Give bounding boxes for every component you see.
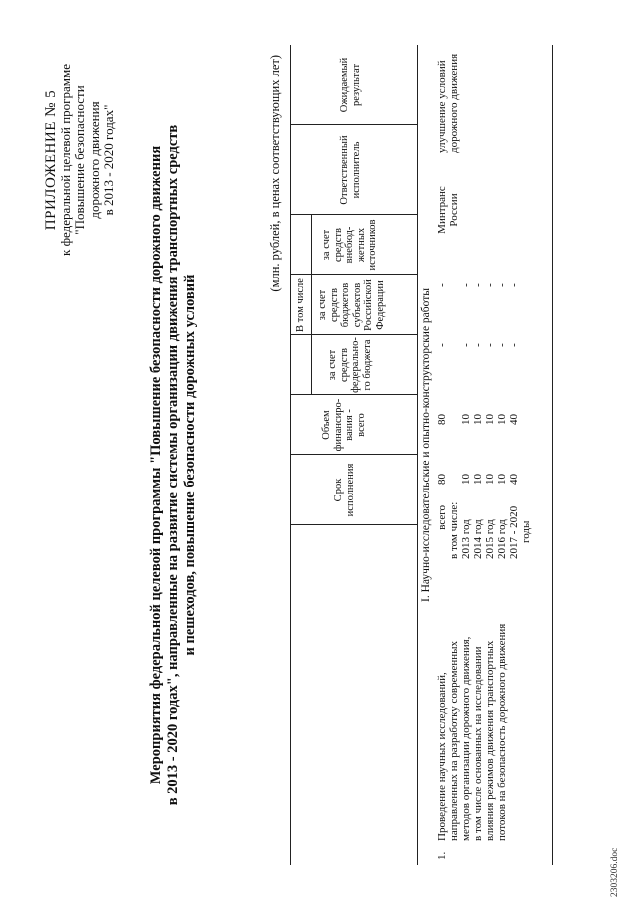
- appendix-number: ПРИЛОЖЕНИЕ № 5: [43, 89, 59, 231]
- federal-value: 40: [508, 414, 520, 425]
- column-divider: [291, 524, 417, 525]
- extrabudget-value: [448, 265, 460, 305]
- column-divider: [291, 274, 417, 275]
- appendix-line: к федеральной целевой программе: [57, 64, 73, 256]
- executor-line: Минтранс: [436, 186, 448, 234]
- description-line: потоков на безопасность дорожного движения: [496, 623, 508, 841]
- extrabudget-value: -: [496, 283, 508, 287]
- column-divider: [291, 454, 417, 455]
- appendix-block: [44, 35, 117, 285]
- period-item: 2017 - 2020: [508, 505, 520, 559]
- regional-value: [448, 325, 460, 365]
- total-value: 10: [484, 474, 496, 485]
- federal-value: 80: [436, 414, 448, 425]
- description-line: в том числе основанных на исследовании: [472, 646, 484, 841]
- period-item: 2016 год: [496, 519, 508, 559]
- period-item: всего: [436, 505, 448, 530]
- result-cell: [436, 43, 460, 153]
- extrabudget-column: [436, 265, 520, 305]
- column-divider: [291, 214, 417, 215]
- federal-value: 10: [484, 414, 496, 425]
- period-item: 2015 год: [484, 519, 496, 559]
- total-value: 10: [496, 474, 508, 485]
- total-value: 10: [460, 474, 472, 485]
- section-title: I. Научно-исследовательские и опытно-конструкторские работы: [420, 288, 432, 602]
- title-line: в 2013 - 2020 годах", направленные на развитие системы организации движения транспортных средств: [165, 124, 181, 806]
- federal-value: 10: [460, 414, 472, 425]
- header-executor: Ответственный исполнитель: [339, 135, 362, 205]
- title-line: Мероприятия федеральной целевой программы "Повышение безопасности дорожного движения: [148, 145, 164, 785]
- row-number: 1.: [436, 851, 448, 860]
- bottom-rule: [552, 45, 553, 865]
- appendix-line: "Повышение безопасности: [72, 85, 87, 235]
- description-line: Проведение научных исследований,: [436, 672, 448, 841]
- regional-value: -: [460, 343, 472, 347]
- header-volume: Объем финансиро- вания - всего: [321, 398, 367, 452]
- header-including: В том числе: [295, 278, 306, 332]
- description-line: влияния режимов движения транспортных: [484, 640, 496, 841]
- footer-filename: 2303206.doc: [610, 847, 620, 897]
- federal-value: 10: [472, 414, 484, 425]
- extrabudget-value: -: [460, 283, 472, 287]
- federal-column: [436, 385, 520, 425]
- total-value: 80: [436, 474, 448, 485]
- federal-value: 10: [496, 414, 508, 425]
- total-value: [448, 445, 460, 485]
- period-column: [436, 497, 532, 559]
- period-item: 2013 год: [460, 519, 472, 559]
- header-extrabudget: за счет средств внебюд- жетных источников: [321, 219, 378, 271]
- regional-value: -: [496, 343, 508, 347]
- period-item: 2014 год: [472, 519, 484, 559]
- description-line: направленных на разработку современных: [448, 640, 460, 841]
- extrabudget-value: -: [508, 283, 520, 287]
- subheader-divider: [311, 215, 312, 395]
- regional-value: -: [508, 343, 520, 347]
- header-result: Ожидаемый результат: [339, 57, 362, 113]
- column-divider: [291, 124, 417, 125]
- extrabudget-value: -: [484, 283, 496, 287]
- header-regional: за счет средств бюджетов субъектов Российской Федерации: [317, 279, 386, 331]
- total-value: 40: [508, 474, 520, 485]
- total-value: 10: [472, 474, 484, 485]
- document-title: [148, 115, 199, 815]
- result-line: улучшение условий: [436, 60, 448, 153]
- result-line: дорожного движения: [448, 53, 460, 153]
- title-line: и пешеходов, повышение безопасности дорожных условий: [182, 274, 198, 656]
- period-item: в том числе:: [448, 501, 460, 559]
- regional-value: -: [472, 343, 484, 347]
- regional-value: -: [484, 343, 496, 347]
- executor-cell: [436, 170, 460, 250]
- appendix-line: дорожного движения: [86, 101, 102, 219]
- header-term: Срок исполнения: [333, 463, 356, 517]
- total-column: [436, 445, 520, 485]
- extrabudget-value: -: [436, 283, 448, 287]
- executor-line: России: [448, 193, 460, 227]
- extrabudget-value: -: [472, 283, 484, 287]
- row-description: [436, 571, 508, 841]
- regional-value: -: [436, 343, 448, 347]
- units-note: (млн. рублей, в ценах соответствующих лет): [268, 55, 282, 292]
- description-line: методов организации дорожного движения,: [460, 636, 472, 841]
- header-federal: за счет средств федерально- го бюджета: [327, 337, 373, 393]
- column-divider: [291, 334, 417, 335]
- regional-column: [436, 325, 520, 365]
- appendix-line: в 2013 - 2020 годах": [101, 104, 116, 216]
- column-divider: [291, 394, 417, 395]
- period-item: годы: [520, 520, 532, 543]
- table-header: [290, 45, 418, 865]
- federal-value: [448, 385, 460, 425]
